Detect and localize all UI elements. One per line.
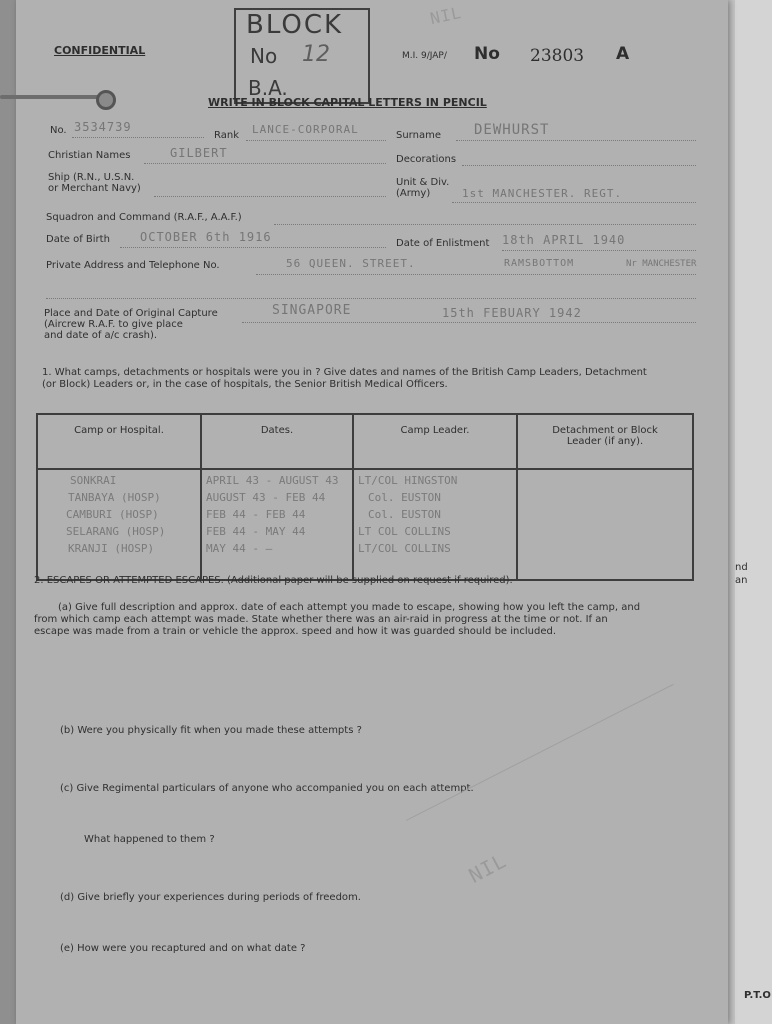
ship-label-line1: Ship (R.N., U.S.N.	[48, 172, 135, 183]
question-2b: (b) Were you physically fit when you made these attempts ?	[60, 725, 362, 736]
squadron-line	[274, 224, 696, 225]
nil-mark-answer: NIL	[464, 848, 511, 888]
number-value: 3534739	[74, 120, 132, 134]
camp-name-4: SELARANG (HOSP)	[66, 525, 166, 538]
camps-table	[36, 413, 694, 581]
capture-label-line2: (Aircrew R.A.F. to give place	[44, 319, 183, 330]
instruction-heading: WRITE IN BLOCK CAPITAL LETTERS IN PENCIL	[208, 96, 487, 109]
unit-value: 1st MANCHESTER. REGT.	[462, 187, 623, 200]
question-2c-followup: What happened to them ?	[84, 834, 215, 845]
date-of-birth-line	[120, 247, 386, 248]
detachment-leader-4	[522, 523, 688, 540]
detachment-column	[517, 469, 693, 580]
margin-text-an: an	[735, 575, 748, 586]
camp-name-2: TANBAYA (HOSP)	[68, 491, 161, 504]
form-suffix: A	[616, 44, 630, 64]
camp-name-3: CAMBURI (HOSP)	[66, 508, 159, 521]
block-stamp	[234, 8, 370, 104]
camp-leader-column	[353, 469, 517, 580]
capture-label-line3: and date of a/c crash).	[44, 330, 158, 341]
form-number-label: No	[474, 44, 500, 64]
capture-label	[44, 308, 218, 341]
question-2a-line3: escape was made from a train or vehicle the approx. speed and how it was guarded should be included.	[34, 626, 557, 637]
form-number: 23803	[530, 46, 585, 66]
christian-names-value: GILBERT	[170, 146, 228, 160]
form-reference: M.I. 9/JAP/	[402, 51, 447, 61]
enlistment-label: Date of Enlistment	[396, 238, 490, 249]
camp-leader-1: LT/COL HINGSTON	[358, 474, 458, 487]
detachment-leader-2	[522, 489, 688, 506]
surname-label: Surname	[396, 130, 441, 141]
camp-column-header: Camp or Hospital.	[37, 414, 201, 469]
nil-strike-line	[406, 684, 674, 821]
question-2c: (c) Give Regimental particulars of anyone who accompanied you on each attempt.	[60, 783, 474, 794]
decorations-line	[462, 165, 696, 166]
question-2e: (e) How were you recaptured and on what date ?	[60, 943, 306, 954]
ship-line	[154, 196, 386, 197]
detachment-column-header: Detachment or Block Leader (if any).	[517, 414, 693, 469]
detachment-leader-5	[522, 540, 688, 557]
question-1-line2: (or Block) Leaders or, in the case of hospitals, the Senior British Medical Officers.	[42, 379, 448, 390]
unit-label-line1: Unit & Div.	[396, 177, 450, 188]
form-page	[16, 0, 728, 1024]
camp-name-1: SONKRAI	[70, 474, 117, 487]
address-label: Private Address and Telephone No.	[46, 260, 220, 271]
decorations-label: Decorations	[396, 154, 457, 165]
number-label: No.	[50, 125, 67, 136]
camp-leader-4: LT COL COLLINS	[358, 525, 451, 538]
date-of-birth-value: OCTOBER 6th 1916	[140, 230, 272, 244]
capture-place: SINGAPORE	[272, 303, 352, 318]
margin-text-nd: nd	[735, 562, 748, 573]
camp-leader-column-header: Camp Leader.	[353, 414, 517, 469]
address-line-2	[46, 298, 696, 299]
dates-column	[201, 469, 353, 580]
stamp-no-value: 12	[302, 42, 330, 67]
pto-label: P.T.O	[744, 990, 771, 1001]
address-county: Nr MANCHESTER	[626, 259, 697, 269]
detachment-leader-1	[522, 472, 688, 489]
address-town: RAMSBOTTOM	[504, 258, 575, 269]
stamp-no-text: No	[250, 44, 278, 68]
confidential-label: CONFIDENTIAL	[54, 44, 146, 57]
question-2d: (d) Give briefly your experiences during periods of freedom.	[60, 892, 361, 903]
ship-label	[48, 172, 141, 194]
rank-value: LANCE-CORPORAL	[252, 123, 359, 136]
camps-table-header	[37, 414, 693, 469]
camp-name-5: KRANJI (HOSP)	[68, 542, 155, 555]
stamp-ba-text: B.A.	[248, 76, 288, 100]
punch-hole	[96, 90, 116, 110]
christian-names-label: Christian Names	[48, 150, 131, 161]
underlying-page-edge	[735, 0, 772, 1024]
christian-names-line	[144, 163, 386, 164]
camp-leader-5: LT/COL COLLINS	[358, 542, 451, 555]
unit-line	[452, 202, 696, 203]
camp-dates-2: AUGUST 43 - FEB 44	[206, 491, 326, 504]
detachment-leader-3	[522, 506, 688, 523]
camp-dates-4: FEB 44 - MAY 44	[206, 525, 306, 538]
camp-column	[37, 469, 201, 580]
address-line	[256, 274, 696, 275]
camp-dates-5: MAY 44 - —	[206, 542, 273, 555]
capture-line	[242, 322, 696, 323]
address-value: 56 QUEEN. STREET.	[286, 257, 416, 270]
nil-mark-top: NIL	[428, 2, 464, 29]
date-of-birth-label: Date of Birth	[46, 234, 110, 245]
enlistment-value: 18th APRIL 1940	[502, 233, 626, 247]
enlistment-line	[502, 250, 696, 251]
camp-leader-3: Col. EUSTON	[368, 508, 441, 521]
surname-line	[456, 140, 696, 141]
ship-label-line2: or Merchant Navy)	[48, 183, 141, 194]
question-2a-line1: (a) Give full description and approx. date of each attempt you made to escape, showing how you left the camp, and	[58, 602, 641, 613]
camp-dates-1: APRIL 43 - AUGUST 43	[206, 474, 339, 487]
stamp-block-text: BLOCK	[246, 10, 344, 40]
squadron-label: Squadron and Command (R.A.F., A.A.F.)	[46, 212, 242, 223]
capture-date: 15th FEBUARY 1942	[442, 306, 582, 320]
number-line	[72, 137, 204, 138]
camps-table-body	[37, 469, 693, 580]
binding-string	[0, 95, 104, 99]
dates-column-header: Dates.	[201, 414, 353, 469]
camp-leader-2: Col. EUSTON	[368, 491, 441, 504]
rank-label: Rank	[214, 130, 239, 141]
surname-value: DEWHURST	[474, 122, 550, 138]
unit-label-line2: (Army)	[396, 188, 431, 199]
unit-label	[396, 177, 449, 199]
camp-dates-3: FEB 44 - FEB 44	[206, 508, 306, 521]
question-2-title: 2. ESCAPES OR ATTEMPTED ESCAPES. (Additional paper will be supplied on request if required).	[34, 575, 513, 586]
question-2a-line2: from which camp each attempt was made. State whether there was an air-raid in progress at the time or not. If an	[34, 614, 608, 625]
capture-label-line1: Place and Date of Original Capture	[44, 308, 218, 319]
question-1-line1: 1. What camps, detachments or hospitals were you in ? Give dates and names of the British Camp Leaders, Detachment	[42, 367, 647, 378]
rank-line	[246, 140, 386, 141]
